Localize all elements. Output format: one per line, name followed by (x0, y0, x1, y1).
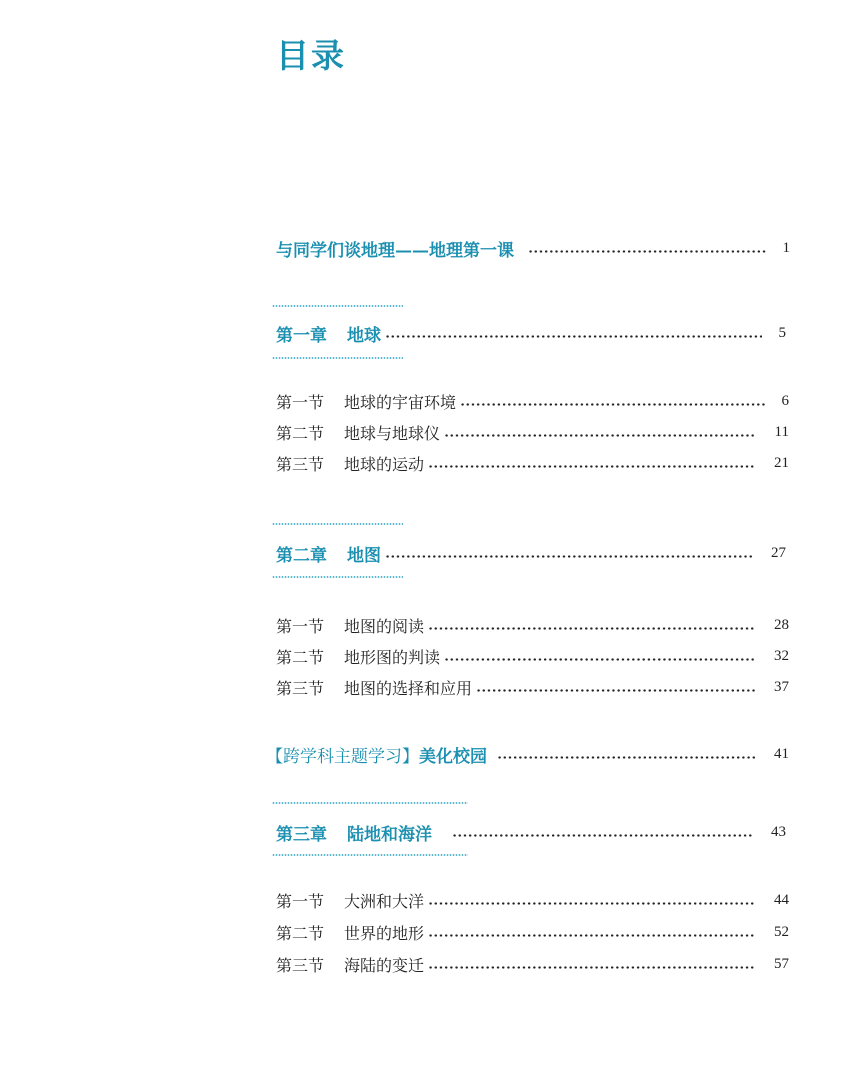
section-num: 第一节 (276, 616, 325, 636)
toc-intro-page: 1 (782, 239, 790, 256)
section-label (276, 889, 424, 912)
chapter-2-page: 27 (771, 544, 786, 561)
chapter-2-num: 第二章 (276, 545, 327, 566)
section-title: 大洲和大洋 (344, 891, 425, 911)
section-num: 第三节 (276, 678, 325, 698)
section-label (276, 645, 440, 668)
chapter-3-page: 43 (771, 823, 786, 840)
section-page: 6 (781, 392, 789, 409)
section-page: 28 (774, 616, 789, 633)
dot-leader (452, 834, 752, 837)
section-page: 57 (774, 955, 789, 972)
chapter-rule-top (272, 523, 403, 525)
dot-leader (444, 434, 755, 437)
section-num: 第二节 (276, 647, 325, 667)
toc-section[interactable] (276, 419, 789, 445)
section-num: 第三节 (276, 454, 325, 474)
toc-chapter-3[interactable] (276, 819, 786, 845)
section-num: 第三节 (276, 955, 325, 975)
section-title: 地形图的判读 (344, 647, 441, 667)
section-num: 第二节 (276, 423, 325, 443)
chapter-2-title: 地图 (347, 545, 381, 566)
toc-chapter-2[interactable] (276, 540, 786, 566)
dot-leader (428, 934, 755, 937)
section-label (276, 921, 424, 944)
bracket-open: 【 (266, 746, 283, 767)
section-label (276, 676, 472, 699)
section-num: 第一节 (276, 891, 325, 911)
dot-leader (428, 465, 755, 468)
section-num: 第一节 (276, 392, 325, 412)
section-title: 地图的阅读 (344, 616, 425, 636)
section-title: 海陆的变迁 (344, 955, 425, 975)
chapter-rule-bottom (272, 576, 403, 578)
section-title: 地图的选择和应用 (344, 678, 473, 698)
section-label (276, 390, 456, 413)
dot-leader (385, 555, 752, 558)
dot-leader (460, 403, 765, 406)
section-label (276, 421, 440, 444)
chapter-1-page: 5 (778, 324, 786, 341)
toc-section[interactable] (276, 388, 789, 414)
section-label (276, 953, 424, 976)
section-num: 第二节 (276, 923, 325, 943)
special-category: 跨学科主题学习 (283, 746, 402, 767)
section-page: 21 (774, 454, 789, 471)
chapter-2-label (276, 541, 381, 566)
toc-section[interactable] (276, 887, 789, 913)
chapter-rule-bottom (272, 357, 403, 359)
section-label (276, 614, 424, 637)
chapter-1-num: 第一章 (276, 325, 327, 346)
dot-leader (528, 250, 766, 253)
toc-intro-label: 与同学们谈地理——地理第一课 (276, 240, 514, 261)
bracket-close: 】 (402, 746, 419, 767)
page-title: 目录 (276, 36, 346, 75)
toc-intro[interactable] (276, 235, 790, 261)
special-label (266, 742, 487, 767)
chapter-3-num: 第三章 (276, 824, 327, 845)
dot-leader (476, 689, 755, 692)
section-title: 地球与地球仪 (344, 423, 441, 443)
chapter-rule-top (272, 305, 403, 307)
section-title: 地球的运动 (344, 454, 425, 474)
chapter-3-title: 陆地和海洋 (347, 824, 432, 845)
toc-special[interactable] (266, 741, 789, 767)
dot-leader (428, 966, 755, 969)
special-page: 41 (774, 745, 789, 762)
toc-section[interactable] (276, 450, 789, 476)
chapter-1-title: 地球 (347, 325, 381, 346)
section-title: 世界的地形 (344, 923, 425, 943)
toc-section[interactable] (276, 919, 789, 945)
dot-leader (444, 658, 755, 661)
section-title: 地球的宇宙环境 (344, 392, 457, 412)
toc-section[interactable] (276, 674, 789, 700)
section-page: 44 (774, 891, 789, 908)
dot-leader (385, 335, 762, 338)
dot-leader (428, 627, 755, 630)
chapter-rule-bottom (272, 854, 468, 856)
dot-leader (428, 902, 755, 905)
toc-chapter-1[interactable] (276, 320, 786, 346)
section-page: 52 (774, 923, 789, 940)
toc-section[interactable] (276, 612, 789, 638)
chapter-3-label (276, 820, 432, 845)
chapter-1-label (276, 321, 381, 346)
section-page: 11 (774, 423, 789, 440)
toc-section[interactable] (276, 951, 789, 977)
section-page: 32 (774, 647, 789, 664)
dot-leader (497, 756, 755, 759)
section-label (276, 452, 424, 475)
special-title: 美化校园 (419, 746, 487, 767)
chapter-rule-top (272, 802, 468, 804)
toc-section[interactable] (276, 643, 789, 669)
section-page: 37 (774, 678, 789, 695)
